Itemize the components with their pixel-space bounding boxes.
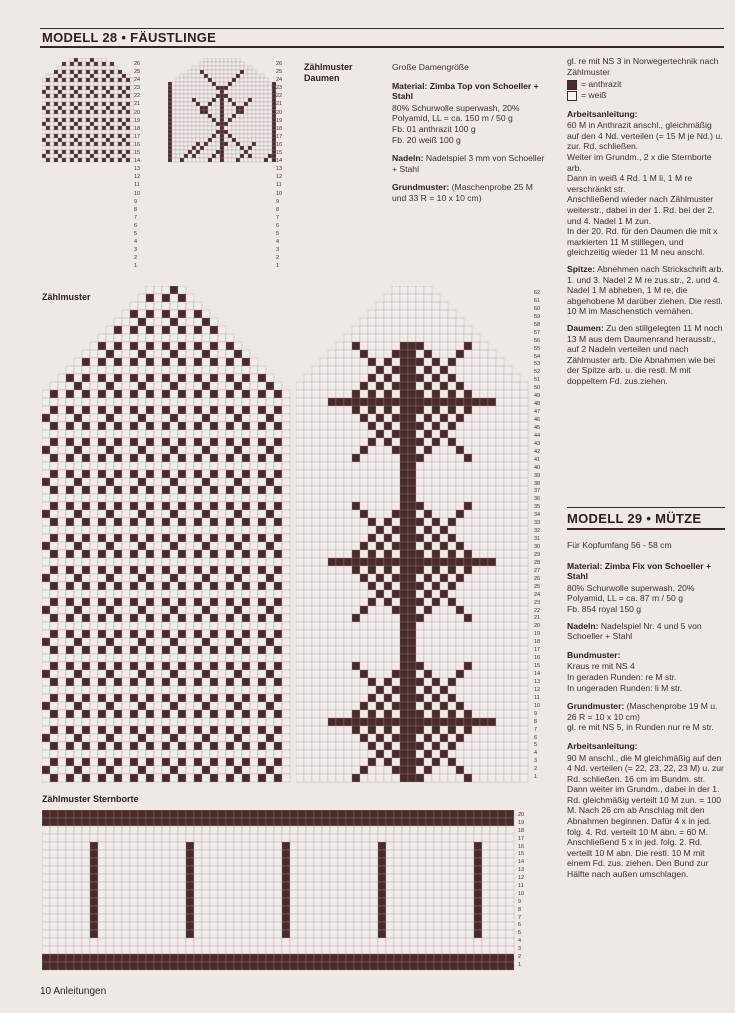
hat-size: Für Kopfumfang 56 - 58 cm xyxy=(567,540,672,550)
mitten-needles: Nadeln: Nadelspiel 3 mm von Schoeller + Stahl xyxy=(392,153,545,174)
header-rule xyxy=(40,46,724,48)
header-top-rule xyxy=(40,28,724,29)
legend-dark xyxy=(567,79,725,90)
thumb-row-numbers: 26 25 24 23 22 21 20 19 18 17 16 15 14 13 12 11 10 9 8 7 6 5 4 3 2 1 xyxy=(276,61,283,270)
mitten-pattern: Grundmuster: (Maschenprobe 25 M und 33 R = 10 x 10 cm) xyxy=(392,182,533,203)
star-chart-label: Zählmuster Sternborte xyxy=(42,794,139,804)
mitten-thumb: Daumen: Zu den stillgelegten 11 M noch 13 M aus dem Daumenrand herausstr., auf 2 Nadeln verteilen und nach Zählmuster arb. Die Abnahmen wie bei der Spitze arb. u. die restl. M mit doppeltem Fd. zus.ziehen. xyxy=(567,322,723,386)
hat-rule xyxy=(567,528,725,530)
mitten-main-chart xyxy=(42,286,292,786)
page-footer xyxy=(40,986,106,997)
hat-title: MODELL 29 • MÜTZE xyxy=(567,511,702,526)
page-number: 10 xyxy=(40,986,52,997)
legend-light-label: = weiß xyxy=(581,89,607,100)
footer-section: Anleitungen xyxy=(53,986,107,997)
page-title: MODELL 28 • FÄUSTLINGE xyxy=(42,30,217,45)
hat-work-body: 90 M anschl., die M gleichmäßig auf den 4 Nd. verteilen (= 22, 23, 22, 23 M) u. zur Rd. schließen. 16 cm im Bundm. str. Dann weiter im Grundm., dabei in der 1. Rd. gleichmäßig verteilt 10 M zun. = 100 M. Nach 26 cm ab Anschlag mit den Abnahmen beginnen. Dafür 4 x in jed. folg. 4. Rd. verteilt 10 M abn. = 60 M. Anschließend 5 x in jed. folg. 2. Rd. verteilt 10 M abn. Die restl. 10 M mit einem Fd. zus. ziehen. Den Bund zur Hälfte nach außen umschlagen. xyxy=(567,752,724,880)
hat-material-head: Material: Zimba Fix von Schoeller + Stahl xyxy=(567,560,711,582)
mitten-small-row-numbers: 26 25 24 23 22 21 20 19 18 17 16 15 14 13 12 11 10 9 8 7 6 5 4 3 2 1 xyxy=(134,61,141,270)
main-row-numbers: 62 61 60 59 58 57 56 55 54 53 52 51 50 49 48 47 46 45 44 43 42 41 40 39 38 37 36 35 34 33 32 31 30 29 28 27 26 25 24 23 22 21 20 19 18 17 16 15 14 13 12 11 10 9 8 7 6 5 4 3 2 1 xyxy=(534,290,541,781)
mitten-work-head: Arbeitsanleitung: xyxy=(567,108,638,119)
hat-rib-head: Bundmuster: xyxy=(567,649,621,660)
hat-rib-body: Kraus re mit NS 4 In geraden Runden: re M str. In ungeraden Runden: li M str. xyxy=(567,661,683,693)
mitten-pattern-right: gl. re mit NS 3 in Norwegertechnik nach Zählmuster xyxy=(567,56,719,77)
star-border-chart xyxy=(42,810,516,972)
mitten-tip: Spitze: Abnehmen nach Strickschrift arb. 1. und 3. Nadel 2 M re zus.str., 2. und 4. Nadel 1 M abheben, 1 M re, die abgehobene M darüber ziehen. Die restl. 10 M im Maschenstich vernähen. xyxy=(567,263,724,317)
mitten-material-head: Material: Zimba Top von Schoeller + Stahl xyxy=(392,80,539,102)
hat-pattern: Grundmuster: (Maschenprobe 19 M u. 26 R = 10 x 10 cm) gl. re mit NS 5, in Runden nur re M str. xyxy=(567,701,718,733)
thumb-small-chart xyxy=(168,58,276,272)
mitten-work-body: 60 M in Anthrazit anschl., gleichmäßig auf den 4 Nd. verteilen (= 15 M je Nd.) u. zur. Rd. schließen. Weiter im Grundm., 2 x die Sternborte arb. Dann in weiß 4 Rd. 1 M li, 1 M re verschränkt str. Anschließend wieder nach Zählmuster weiterstr., dabei in der 1. Rd. bei der 2. und 4. Nadel 1 M zun. In der 20. Rd. für den Daumen die mit x markierten 11 M stilllegen, und gleichzeitig wieder 11 M neu anschl. xyxy=(567,120,723,258)
legend-light-swatch xyxy=(567,91,577,101)
mitten-material-body: 80% Schurwolle superwash, 20% Polyamid, LL = ca. 150 m / 50 g Fb. 01 anthrazit 100 g Fb. 20 weiß 100 g xyxy=(392,102,520,145)
hat-text xyxy=(567,540,725,886)
hat-work-head: Arbeitsanleitung: xyxy=(567,740,638,751)
mitten-size: Große Damengröße xyxy=(392,62,469,72)
hat-rule-top xyxy=(567,507,725,508)
hat-needles: Nadeln: Nadelspiel Nr. 4 und 5 von Schoeller + Stahl xyxy=(567,620,702,642)
mitten-small-chart xyxy=(42,58,134,272)
mitten-text-col2 xyxy=(567,56,725,393)
legend-light xyxy=(567,90,725,101)
mitten-star-chart xyxy=(296,286,532,786)
legend-dark-swatch xyxy=(567,80,577,90)
thumb-chart-label: Zählmuster Daumen xyxy=(304,62,353,83)
mitten-text-col1 xyxy=(392,62,548,210)
star-row-numbers: 20 19 18 17 16 15 14 13 12 11 10 9 8 7 6 5 4 3 2 1 xyxy=(518,812,525,968)
hat-material-body: 80% Schurwolle superwash, 20% Polyamid, LL = ca. 87 m / 50 g Fb. 854 royal 150 g xyxy=(567,582,695,614)
legend-dark-label: = anthrazit xyxy=(581,79,622,90)
main-chart-label: Zählmuster xyxy=(42,292,91,302)
